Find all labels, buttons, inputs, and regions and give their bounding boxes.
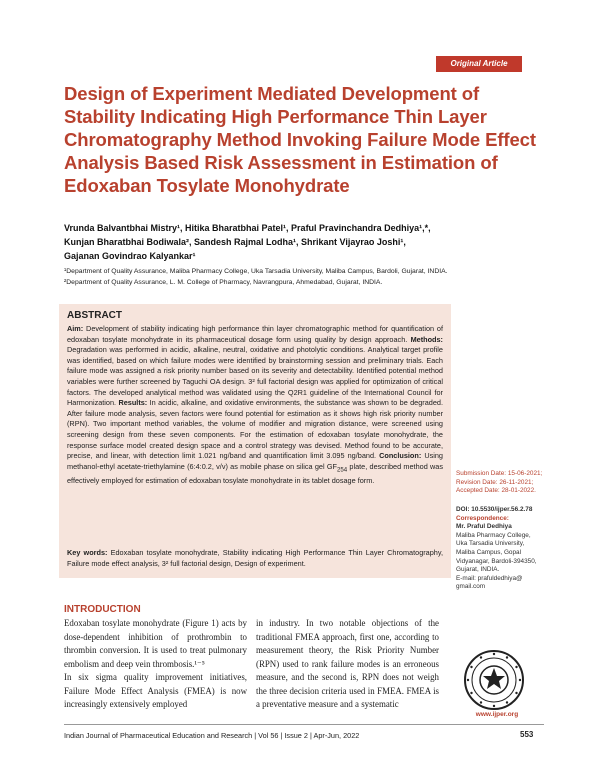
journal-seal-icon <box>462 648 526 712</box>
affiliations <box>64 266 544 288</box>
abstract-heading: ABSTRACT <box>67 310 122 321</box>
abstract-body <box>67 324 443 486</box>
accepted-date: Accepted Date: 28-01-2022. <box>456 487 536 495</box>
paragraph: In six sigma quality improvement initiatives, Failure Mode Effect Analysis (FMEA) is now increasingly extensively employed <box>64 672 247 709</box>
conclusion-label: Conclusion: <box>379 451 422 461</box>
keywords-label: Key words: <box>67 548 108 557</box>
address-line: Uka Tarsadia University, <box>456 540 525 548</box>
methods-label: Methods: <box>410 334 443 344</box>
aim-label: Aim: <box>67 324 84 333</box>
email-line[interactable]: E-mail: prafuldedhiya@ <box>456 574 523 582</box>
author-line: Gajanan Govindrao Kalyankar¹ <box>64 251 196 261</box>
keywords <box>67 548 443 569</box>
submission-date: Submission Date: 15-06-2021; <box>456 470 543 477</box>
paragraph: in industry. In two notable objections of the traditional FMEA approach, first one, according to measurement theory, the Risk Priority Number (RPN) used to rank failure modes is an erroneous measure, and the second is, RPN does not weigh the three decision criteria used in FMEA. FMEA is a preventative measure and a systematic <box>256 618 439 709</box>
conclusion-subscript: 254 <box>337 466 348 474</box>
correspondence-info <box>456 506 551 592</box>
aim-text: Development of stability indicating high performance thin layer chromatographic method for quantification of edoxaban tosylate monohydrate in its pharmaceutical dosage form using quality by design approach. <box>67 324 443 344</box>
correspondence-label: Correspondence: <box>456 514 509 522</box>
footer-divider <box>64 724 544 725</box>
doi[interactable]: DOI: 10.5530/ijper.56.2.78 <box>456 506 533 513</box>
article-title: Design of Experiment Mediated Development of Stability Indicating High Performance Thin Layer Chromatography Method Invoking Failure Mode Effect Analysis Based Risk Assessment in Estimation of Edoxaban Tosylate Monohydrate <box>64 83 536 196</box>
author-list <box>64 221 534 263</box>
methods-text: Degradation was performed in acidic, alkaline, neutral, oxidative and photolytic conditions. Analytical target profile was identified, based on which failure modes were identified by brainstorming session and preliminary trials. Each failure mode was assigned a risk priority number based on its severity and detectability. Identified potential method variables were further screened by Taguchi OA design. 3² full factorial design was applied for optimization of critical factors. The developed analytical method was validated using the Q2R1 guideline of the International Council for Harmonization. <box>67 345 443 408</box>
affiliation-2: ²Department of Quality Assurance, L. M. College of Pharmacy, Navrangpura, Ahmedabad, Gujarat, INDIA. <box>64 279 383 286</box>
revision-date: Revision Date: 26-11-2021; <box>456 478 534 486</box>
article-type-badge: Original Article <box>436 56 522 72</box>
intro-column-1 <box>64 617 247 712</box>
introduction-heading: INTRODUCTION <box>64 604 141 615</box>
results-text: In acidic, alkaline, and oxidative environments, the substance was shown to be degraded. After failure mode analysis, seven factors were found potential for estimation as it shows high risk priority number (RPN). Two important method variables, the volume of modifier and migration distance, were screened using screening design from these seven components. For the estimation of edoxaban tosylate monohydrate, the response surface model created design space and a control strategy was devised. Method found to be accurate, precise, and linear, with detection limit 1.021 ng/band and quantification limit 3.095 ng/band. <box>67 398 443 461</box>
page-number: 553 <box>520 730 534 739</box>
author-line: Vrunda Balvantbhai Mistry¹, Hitika Bharatbhai Patel¹, Praful Pravinchandra Dedhiya¹,*, <box>64 223 431 233</box>
keywords-text: Edoxaban tosylate monohydrate, Stability indicating High Performance Thin Layer Chromatography, Failure mode effect analysis, 3² full factorial design, Design of experiment. <box>67 548 443 568</box>
conclusion-text: Using methanol-ethyl acetate-triethylamine (6:4:0.2, v/v) as mobile phase on silica gel GF <box>67 451 443 471</box>
journal-footer: Indian Journal of Pharmaceutical Education and Research | Vol 56 | Issue 2 | Apr-Jun, 2022 <box>64 731 360 740</box>
address-line: Vidyanagar, Bardoli-394350, <box>456 557 537 565</box>
article-dates <box>456 470 551 496</box>
journal-url-link[interactable]: www.ijper.org <box>475 711 519 718</box>
correspondence-name: Mr. Praful Dedhiya <box>456 523 512 531</box>
results-label: Results: <box>118 398 148 408</box>
email-line[interactable]: gmail.com <box>456 583 486 591</box>
affiliation-1: ¹Department of Quality Assurance, Maliba Pharmacy College, Uka Tarsadia University, Maliba Campus, Bardoli, Gujarat, INDIA. <box>64 268 448 275</box>
address-line: Maliba Campus, Gopal <box>456 548 522 556</box>
author-line: Kunjan Bharatbhai Bodiwala², Sandesh Rajmal Lodha¹, Shrikant Vijayrao Joshi¹, <box>64 237 406 247</box>
address-line: Maliba Pharmacy College, <box>456 531 531 539</box>
address-line: Gujarat, INDIA. <box>456 566 500 574</box>
conclusion-text-2: plate, described method was effectively employed for estimation of edoxaban tosylate monohydrate in its tablet dosage form. <box>67 461 443 485</box>
intro-column-2 <box>256 617 439 712</box>
paragraph: Edoxaban tosylate monohydrate (Figure 1) acts by dose-dependent inhibition of prothrombin to thrombin conversion. It is used to treat pulmonary embolism and deep vein thrombosis.¹⁻⁵ <box>64 618 247 669</box>
